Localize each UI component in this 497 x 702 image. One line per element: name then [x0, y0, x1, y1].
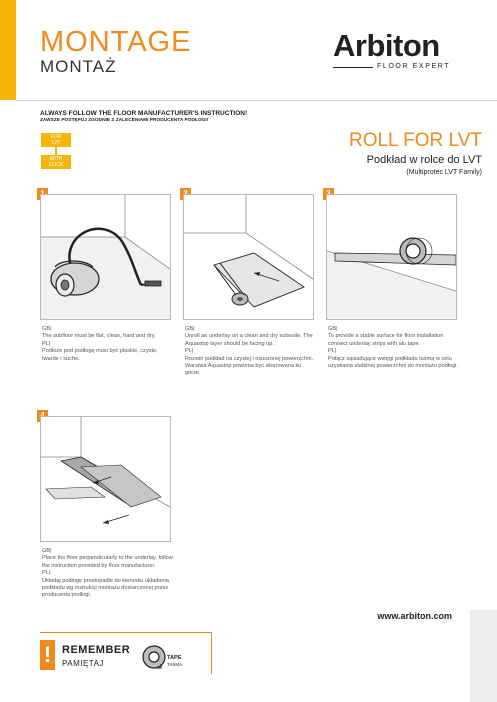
lang-label-pl: PL| [185, 348, 194, 355]
lang-label-pl: PL| [42, 340, 51, 347]
lang-label-en: GB| [42, 548, 52, 554]
badge-line: LVT [51, 140, 61, 146]
step-3-text-en: To provide a stable surface for floor installation connect underlay strips with alu tape. [328, 333, 444, 347]
lang-label-pl: PL| [328, 348, 337, 355]
lang-label-en: GB| [328, 326, 338, 332]
step-2-text-en: Unroll an underlay on a clean and dry subsoile. The Aquastop layer should be facing up. [185, 333, 313, 347]
tape-label-en: TAPE [167, 655, 182, 661]
corner-decoration [470, 610, 497, 702]
step-4-text-en: Place the floor perpendicularly to the underlay, follow the instruction provided by floor manufacturer. [42, 555, 173, 569]
step-2-caption [185, 326, 317, 378]
remember-label-pl: PAMIĘTAJ [62, 659, 104, 668]
side-accent-strip [0, 0, 16, 100]
exclamation-icon: ! [40, 640, 55, 670]
badge-connector [55, 147, 57, 155]
badge-with-click [41, 155, 71, 169]
step-1-caption [42, 326, 170, 363]
step-1-illustration [40, 194, 171, 320]
brand-logo [333, 30, 458, 76]
product-family: (Multiprotec LVT Family) [406, 169, 482, 176]
brand-name: Arbiton [333, 28, 440, 63]
logo-underline [333, 67, 373, 68]
step-2-text-pl: Rozwiń podkład na czystej i osuszonej powierzchni. Warstwa Aquastop powinna być skierowana ku górze. [185, 355, 314, 377]
step-2-illustration [183, 194, 314, 320]
warning-pl: ZAWSZE POSTĘPUJ ZGODNIE Z ZALECENIAMI PRODUCENTA PODŁOGI! [40, 118, 209, 123]
remember-label-en: REMEMBER [62, 644, 131, 656]
page-subtitle: MONTAŻ [40, 57, 117, 76]
badge-for-lvt [41, 133, 71, 147]
step-4-caption [42, 548, 174, 600]
step-1-text-pl: Podłoże pod podłogę musi być płaskie, czyste, twarde i suche. [42, 348, 158, 362]
badge-line: WITH [49, 156, 63, 162]
header-divider [16, 100, 497, 101]
step-1-text-en: The subfloor must be flat, clean, hard and dry. [42, 333, 156, 340]
badge-line: CLICK [48, 162, 64, 168]
step-3-illustration [326, 194, 457, 320]
website-link[interactable]: www.arbiton.com [377, 611, 452, 621]
tape-label-pl: TAŚMA [167, 662, 183, 667]
badge-line: FOR [50, 134, 62, 140]
step-4-illustration [40, 416, 171, 542]
step-3-text-pl: Połącz sąsiadujące wstęgi podkładu taśmą w celu uzyskania stabilnej powierzchni do montażu podłogi. [328, 355, 458, 370]
step-3-caption [328, 326, 458, 370]
lang-label-en: GB| [42, 326, 52, 332]
warning-en: ALWAYS FOLLOW THE FLOOR MANUFACTURER'S INSTRUCTION! [40, 110, 248, 117]
brand-tagline: FLOOR EXPERT [377, 63, 451, 70]
lang-label-pl: PL| [42, 570, 51, 577]
product-subtitle: Podkład w rolce do LVT [366, 154, 482, 166]
lang-label-en: GB| [185, 326, 195, 332]
page-title: MONTAGE [40, 26, 192, 58]
step-4-text-pl: Układaj podłogę prostopadle do kierunku układania podkładu wg instrukcji montażu dostarczonej przez producenta podłogi. [42, 577, 169, 599]
product-title: ROLL FOR LVT [348, 130, 482, 151]
tape-roll-icon [141, 644, 167, 670]
